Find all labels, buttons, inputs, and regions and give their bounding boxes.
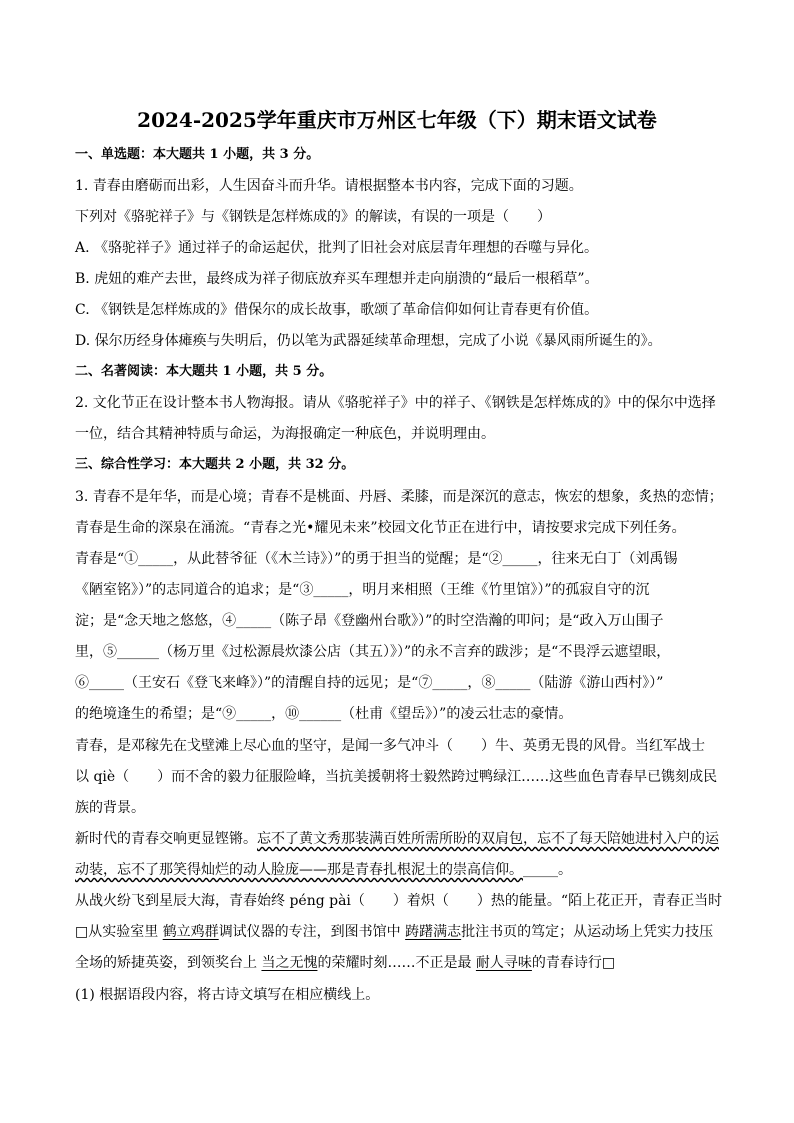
q1-option-c: C. 《钢铁是怎样炼成的》借保尔的成长故事，歌颂了革命信仰如何让青春更有价值。 [75,302,599,318]
q3-line-16-part-2: 的荣耀时刻……不正是最 [317,955,476,971]
q3-line-13 [75,861,725,879]
page-title: 2024-2025学年重庆市万州区七年级（下）期末语文试卷 [137,108,657,132]
q3-idiom-dangzhi: 当之无愧 [261,955,318,971]
q1-stem-line-2: 下列对《骆驼祥子》与《钢铁是怎样炼成的》的解读，有误的一项是（ ） [75,209,551,225]
q3-line-3: 青春是“①_____，从此替爷征（《木兰诗》）”的勇于担当的觉醒；是“②_____，往来无白丁（刘禹锡 [75,551,678,567]
section-heading-2: 二、名著阅读：本大题共 1 小题，共 5 分。 [75,364,333,379]
q3-idiom-chouchu: 踌躇满志 [405,924,462,940]
q2-line-1: 2. 文化节正在设计整本书人物海报。请从《骆驼祥子》中的祥子、《钢铁是怎样炼成的》中的保尔中选择 [75,395,716,411]
q3-line-16-part-3: 的青春诗行□ [531,955,616,971]
q3-line-9: 青春，是邓稼先在戈壁滩上尽心血的坚守，是闻一多气冲斗（ ）牛、英勇无畏的风骨。当红军战士 [75,738,705,754]
q3-idiom-heliji: 鹤立鸡群 [162,924,219,940]
q3-idiom-nairen: 耐人寻味 [475,955,532,971]
q3-line-16-part-1: 全场的矫捷英姿，到领奖台上 [75,955,262,971]
section-heading-1: 一、单选题：本大题共 1 小题，共 3 分。 [75,147,320,162]
q3-line-15-part-2: 调试仪器的专注，到图书馆中 [218,924,406,940]
q1-option-a: A. 《骆驼祥子》通过祥子的命运起伏，批判了旧社会对底层青年理想的吞噬与异化。 [75,240,599,256]
q3-line-15-part-1: □从实验室里 [75,924,163,940]
q3-line-10: 以 qiè（ ）而不舍的毅力征服险峰，当抗美援朝将士毅然跨过鸭绿江……这些血色青春早已镌刻成民 [75,769,718,785]
q3-line-12 [75,830,725,848]
q3-line-15 [75,923,725,941]
section-heading-3: 三、综合性学习：本大题共 2 小题，共 32 分。 [75,457,355,472]
q3-line-2: 青春是生命的深泉在涌流。“青春之光•耀见未来”校园文化节正在进行中，请按要求完成下列任务。 [75,520,686,536]
q3-line-5: 淀；是“念天地之悠悠，④_____（陈子昂《登幽州台歌》）”的时空浩瀚的叩问；是“政入万山围子 [75,613,664,629]
q1-stem-line-1: 1. 青春由磨砺而出彩，人生因奋斗而升华。请根据整本书内容，完成下面的习题。 [75,178,583,194]
q3-line-16 [75,954,725,972]
q3-line-12-wavy: 忘不了黄文秀那装满百姓所需所盼的双肩包，忘不了每天陪她进村入户的运 [257,831,719,847]
q3-line-13-blank: _____。 [523,862,572,878]
q3-line-12-lead: 新时代的青春交响更显铿锵。 [75,831,257,847]
q1-option-b: B. 虎妞的难产去世，最终成为祥子彻底放弃买车理想并走向崩溃的“最后一根稻草”。 [75,271,599,287]
q3-line-1: 3. 青春不是年华，而是心境；青春不是桃面、丹唇、柔膝，而是深沉的意志，恢宏的想象，炙热的恋情； [75,489,723,505]
q3-subquestion-1: (1) 根据语段内容，将古诗文填写在相应横线上。 [75,987,380,1003]
q3-line-8: 的绝境逢生的希望；是“⑨_____，⑩______（杜甫《望岳》）”的凌云壮志的豪情。 [75,706,573,722]
q2-line-2: 一位，结合其精神特质与命运，为海报确定一种底色，并说明理由。 [75,426,495,442]
q3-line-11: 族的背景。 [75,800,145,816]
q3-line-7: ⑥_____（王安石《登飞来峰》）”的清醒自持的远见；是“⑦_____，⑧_____（陆游《游山西村》）” [75,675,664,691]
q3-line-15-part-3: 批注书页的笃定；从运动场上凭实力技压 [461,924,714,940]
q3-line-13-wavy: 动装，忘不了那笑得灿烂的动人脸庞——那是青春扎根泥土的崇高信仰。 [75,862,523,878]
q3-line-6: 里，⑤______（杨万里《过松源晨炊漆公店（其五）》）”的永不言弃的跋涉；是“不畏浮云遮望眼， [75,644,671,660]
q3-line-14: 从战火纷飞到星辰大海，青春始终 péng pài（ ）着炽（ ）热的能量。“陌上花正开，青春正当时 [75,893,723,909]
q1-option-d: D. 保尔历经身体瘫痪与失明后，仍以笔为武器延续革命理想，完成了小说《暴风雨所诞生的》。 [75,333,662,349]
q3-line-4: 《陋室铭》）”的志同道合的追求；是“③_____，明月来相照（王维《竹里馆》）”的孤寂自守的沉 [75,582,650,598]
